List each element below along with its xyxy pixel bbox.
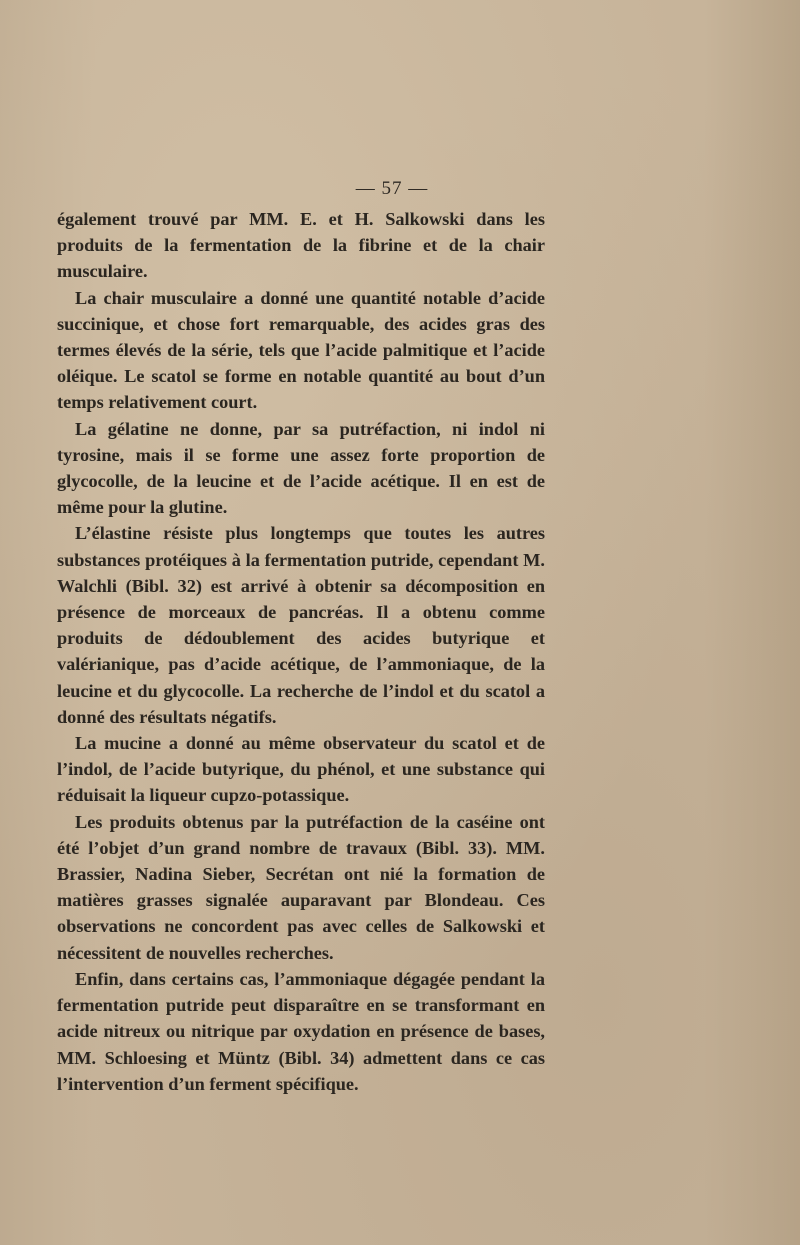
paragraph-3: La gélatine ne donne, par sa putréfaction, ni indol ni tyrosine, mais il se forme une assez forte proportion de glycocolle, de la leucine et de l’acide acétique. Il en est de même pour la glutine. (57, 418, 545, 518)
paragraph-1: également trouvé par MM. E. et H. Salkowski dans les produits de la fermentation de la fibrine et de la chair musculaire. (57, 209, 545, 282)
paragraph-6: Les produits obtenus par la putréfaction de la caséine ont été l’objet d’un grand nombre de travaux (Bibl. 33). MM. Brassier, Nadina Sieber, Secrétan ont nié la formation de matières grasses signalée auparavant par Blondeau. Ces observations ne concordent pas avec celles de Salkowski et nécessitent de nouvelles recherches. (57, 811, 545, 963)
paragraph-2: La chair musculaire a donné une quantité notable d’acide succinique, et chose fort remarquable, des acides gras des termes élevés de la série, tels que l’acide palmitique et l’acide oléique. Le scatol se forme en notable quantité au bout d’un temps relativement court. (57, 287, 545, 413)
paragraph-7: Enfin, dans certains cas, l’ammoniaque dégagée pendant la fermentation putride peut disparaître en se transformant en acide nitreux ou nitrique par oxydation en présence de bases, MM. Schloesing et Müntz (Bibl. 34) admettent dans ce cas l’intervention d’un ferment spécifique. (57, 968, 545, 1094)
paragraph-4: L’élastine résiste plus longtemps que toutes les autres substances protéiques à la fermentation putride, cependant M. Walchli (Bibl. 32) est arrivé à obtenir sa décomposition en présence de morceaux de pancréas. Il a obtenu comme produits de dédoublement des acides butyrique et valérianique, pas d’acide acétique, de l’ammoniaque, de la leucine et du glycocolle. La recherche de l’indol et du scatol a donné des résultats négatifs. (57, 523, 545, 727)
body-text (57, 206, 545, 1097)
page-number: — 57 — (355, 178, 429, 199)
paragraph-5: La mucine a donné au même observateur du scatol et de l’indol, de l’acide butyrique, du phénol, et une substance qui réduisait la liqueur cupzo-potassique. (57, 733, 545, 806)
